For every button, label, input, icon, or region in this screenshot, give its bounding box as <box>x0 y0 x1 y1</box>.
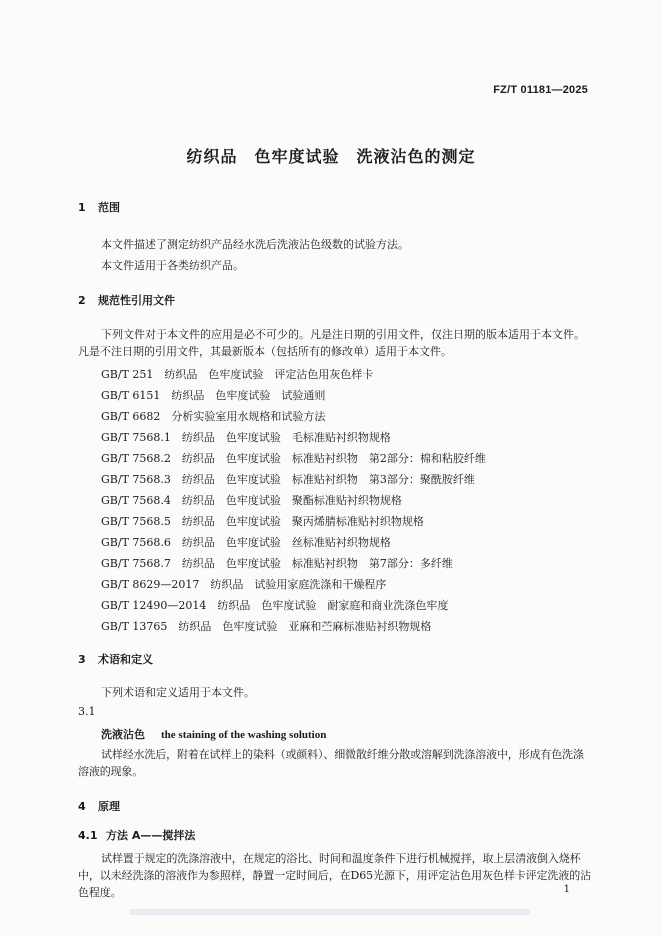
subsection-4-1-heading <box>78 827 195 843</box>
section-title: 原理 <box>98 800 120 813</box>
paragraph: 试样置于规定的洗涤溶液中，在规定的浴比、时间和温度条件下进行机械搅拌，取上层清液倒入烧杯中，以未经洗涤的溶液作为参照样，静置一定时间后，在D65光源下，用评定沾色用灰色样卡评定洗液的沾色程度。 <box>78 852 592 899</box>
section-4-heading <box>78 798 120 814</box>
section-number: 4 <box>78 800 86 813</box>
paragraph: 本文件适用于各类纺织产品。 <box>101 259 244 272</box>
reference-item: GB/T 6682 分析实验室用水规格和试验方法 <box>101 410 326 423</box>
section-number: 3 <box>78 653 86 666</box>
paragraph: 下列文件对于本文件的应用是必不可少的。凡是注日期的引用文件，仅注日期的版本适用于本文件。凡是不注日期的引用文件，其最新版本（包括所有的修改单）适用于本文件。 <box>78 328 585 358</box>
term-entry <box>101 726 326 742</box>
paragraph: 下列术语和定义适用于本文件。 <box>101 686 255 699</box>
section-title: 术语和定义 <box>98 653 153 666</box>
section-title: 规范性引用文件 <box>98 294 175 307</box>
term-definition: 试样经水洗后，附着在试样上的染料（或颜料）、细微散纤维分散或溶解到洗涤溶液中，形成有色洗涤溶液的现象。 <box>78 748 584 778</box>
reference-item: GB/T 6151 纺织品 色牢度试验 试验通则 <box>101 389 326 402</box>
reference-item: GB/T 8629—2017 纺织品 试验用家庭洗涤和干燥程序 <box>101 578 387 591</box>
document-title: 纺织品 色牢度试验 洗液沾色的测定 <box>186 147 476 166</box>
reference-item: GB/T 7568.5 纺织品 色牢度试验 聚丙烯腈标准贴衬织物规格 <box>101 515 424 528</box>
page-number: 1 <box>563 884 570 895</box>
section-number: 1 <box>78 201 86 214</box>
reference-item: GB/T 7568.3 纺织品 色牢度试验 标准贴衬织物 第3部分：聚酰胺纤维 <box>101 473 475 486</box>
subsection-number: 4.1 <box>78 829 98 842</box>
reference-item: GB/T 13765 纺织品 色牢度试验 亚麻和苎麻标准贴衬织物规格 <box>101 620 432 633</box>
term-en: the staining of the washing solution <box>161 729 327 741</box>
reference-item: GB/T 7568.4 纺织品 色牢度试验 聚酯标准贴衬织物规格 <box>101 494 402 507</box>
reference-item: GB/T 7568.7 纺织品 色牢度试验 标准贴衬织物 第7部分：多纤维 <box>101 557 453 570</box>
standard-number: FZ/T 01181—2025 <box>493 84 588 96</box>
reference-item: GB/T 251 纺织品 色牢度试验 评定沾色用灰色样卡 <box>101 368 374 381</box>
term-number: 3.1 <box>78 705 96 718</box>
reference-item: GB/T 7568.6 纺织品 色牢度试验 丝标准贴衬织物规格 <box>101 536 391 549</box>
subsection-title: 方法 A——搅拌法 <box>106 829 196 842</box>
reference-item: GB/T 7568.2 纺织品 色牢度试验 标准贴衬织物 第2部分：棉和粘胶纤维 <box>101 452 486 465</box>
section-3-heading <box>78 651 153 667</box>
paragraph: 本文件描述了测定纺织产品经水洗后洗液沾色级数的试验方法。 <box>101 238 409 251</box>
section-title: 范围 <box>98 201 120 214</box>
section-number: 2 <box>78 294 86 307</box>
term-cn: 洗液沾色 <box>101 728 145 741</box>
reference-item: GB/T 7568.1 纺织品 色牢度试验 毛标准贴衬织物规格 <box>101 431 391 444</box>
reference-item: GB/T 12490—2014 纺织品 色牢度试验 耐家庭和商业洗涤色牢度 <box>101 599 449 612</box>
section-2-heading <box>78 292 175 308</box>
footer-watermark <box>130 909 530 915</box>
section-1-heading <box>78 199 120 215</box>
